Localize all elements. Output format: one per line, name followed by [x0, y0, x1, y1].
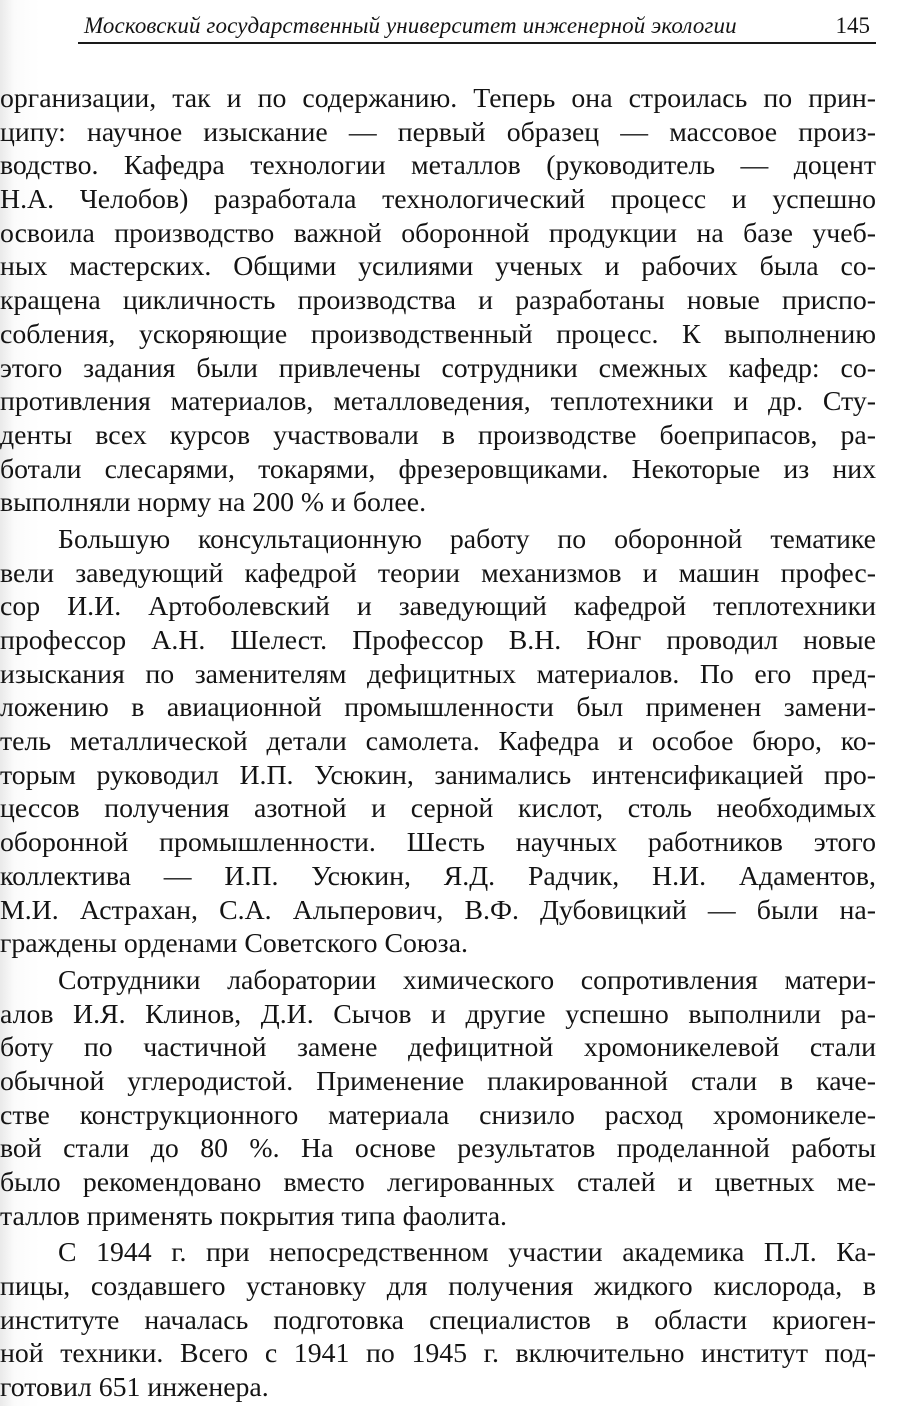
paragraph [0, 82, 876, 520]
text-line: алов И.Я. Клинов, Д.И. Сычов и другие успешно выполнили ра- [0, 998, 876, 1030]
text-line: пицы, создавшего установку для получения жидкого кислорода, в [0, 1271, 876, 1303]
text-line: Большую консультационную работу по оборонной тематике [58, 523, 876, 555]
text-line: оборонной промышленности. Шесть научных работников этого [0, 827, 876, 859]
paragraph [0, 964, 876, 1234]
text-line: обычной углеродистой. Применение плакированной стали в каче- [0, 1065, 876, 1097]
text-line: боту по частичной замене дефицитной хромоникелевой стали [0, 1032, 876, 1064]
header-title: Московский государственный университет инженерной экологии [84, 13, 737, 38]
text-line: готовил 651 инженера. [0, 1372, 269, 1404]
text-line: ных мастерских. Общими усилиями ученых и рабочих была со- [0, 251, 876, 283]
text-line: ципу: научное изыскание — первый образец — массовое произ- [0, 116, 876, 148]
text-line: стве конструкционного материала снизило расход хромоникеле- [0, 1099, 876, 1131]
paragraph [0, 1236, 876, 1404]
text-line: граждены орденами Советского Союза. [0, 928, 468, 960]
text-line: изыскания по заменителям дефицитных материалов. По его пред- [0, 658, 876, 690]
text-line: сор И.И. Артоболевский и заведующий кафедрой теплотехники [0, 591, 876, 623]
text-line: выполняли норму на 200 % и более. [0, 487, 427, 519]
page-number: 145 [835, 13, 870, 38]
text-line: водство. Кафедра технологии металлов (руководитель — доцент [0, 150, 876, 182]
text-line: денты всех курсов участвовали в производстве боеприпасов, ра- [0, 419, 876, 451]
text-line: ной техники. Всего с 1941 по 1945 г. включительно институт под- [0, 1338, 876, 1370]
text-line: Н.А. Челобов) разработала технологический процесс и успешно [0, 184, 876, 216]
running-header [78, 10, 876, 44]
text-line: вели заведующий кафедрой теории механизмов и машин профес- [0, 557, 876, 589]
text-line: профессор А.Н. Шелест. Профессор В.Н. Юнг проводил новые [0, 625, 876, 656]
text-line: тель металлической детали самолета. Кафедра и особое бюро, ко- [0, 726, 876, 758]
text-line: ложению в авиационной промышленности был применен замени- [0, 692, 876, 724]
text-line: этого задания были привлечены сотрудники смежных кафедр: со- [0, 352, 876, 384]
text-line: Сотрудники лаборатории химического сопротивления матери- [58, 964, 876, 996]
text-line: освоила производство важной оборонной продукции на базе учеб- [0, 217, 876, 249]
body-text [0, 82, 876, 1405]
text-line: М.И. Астрахан, С.А. Альперович, В.Ф. Дубовицкий — были на- [0, 894, 876, 926]
text-line: собления, ускоряющие производственный процесс. К выполнению [0, 318, 876, 350]
text-line: институте началась подготовка специалистов в области криоген- [0, 1304, 876, 1336]
text-line: торым руководил И.П. Усюкин, занимались интенсификацией про- [0, 759, 876, 791]
text-line: цессов получения азотной и серной кислот, столь необходимых [0, 793, 876, 825]
text-line: таллов применять покрытия типа фаолита. [0, 1200, 507, 1232]
text-line: организации, так и по содержанию. Теперь она строилась по прин- [0, 83, 876, 114]
paragraph [0, 523, 876, 961]
text-line: вой стали до 80 %. На основе результатов проделанной работы [0, 1133, 876, 1165]
text-line: противления материалов, металловедения, теплотехники и др. Сту- [0, 386, 876, 418]
text-line: было рекомендовано вместо легированных сталей и цветных ме- [0, 1167, 876, 1198]
text-line: С 1944 г. при непосредственном участии академика П.Л. Ка- [58, 1237, 876, 1269]
text-line: кращена цикличность производства и разработаны новые приспо- [0, 285, 876, 317]
text-line: коллектива — И.П. Усюкин, Я.Д. Радчик, Н.И. Адаментов, [0, 860, 876, 892]
text-line: ботали слесарями, токарями, фрезеровщиками. Некоторые из них [0, 453, 876, 485]
